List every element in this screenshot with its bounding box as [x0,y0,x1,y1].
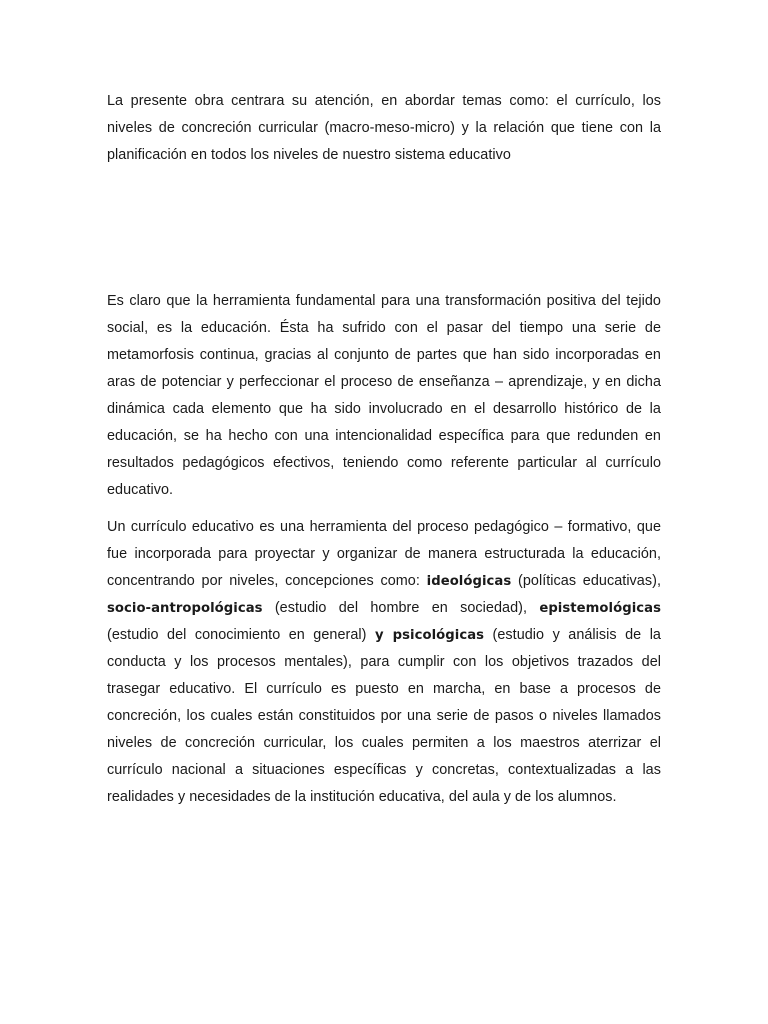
text-segment: (políticas educativas), [511,573,661,589]
paragraph-education: Es claro que la herramienta fundamental para una transformación positiva del tejido social, es la educación. Ésta ha sufrido con el pasar del tiempo una serie de metamorfosis continua, gracias al conjunto de partes que han sido incorporadas en aras de potenciar y perfeccionar el proceso de enseñanza – aprendizaje, y en dicha dinámica cada elemento que ha sido involucrado en el desarrollo histórico de la educación, se ha hecho con una intencionalidad específica para que redunden en resultados pedagógicos efectivos, teniendo como referente particular al currículo educativo. [107,293,661,498]
text-segment: (estudio del hombre en sociedad), [262,600,540,616]
bold-term-psicologicas: y psicológicas [374,628,485,643]
bold-term-socio-antropologicas: socio-antropológicas [107,601,263,616]
paragraph-curriculum [107,514,661,811]
paragraph-intro: La presente obra centrara su atención, en abordar temas como: el currículo, los niveles de concreción curricular (macro-meso-micro) y la relación que tiene con la planificación en todos los niveles de nuestro sistema educativo [107,93,661,163]
bold-term-ideologicas: ideológicas [426,574,512,589]
text-segment: Un currículo educativo es una herramienta del proceso pedagógico – formativo, que fue incorporada para proyectar y organizar de manera estructurada la educación, concentrando por niveles, concepciones como: [107,519,661,589]
bold-term-epistemologicas: epistemológicas [539,601,661,616]
text-segment: (estudio y análisis de la conducta y los procesos mentales), para cumplir con los objetivos trazados del trasegar educativo. El currículo es puesto en marcha, en base a procesos de concreción, los cuales están constituidos por una serie de pasos o niveles llamados niveles de concreción curricular, los cuales permiten a los maestros aterrizar el currículo nacional a situaciones específicas y concretas, contextualizadas a las realidades y necesidades de la institución educativa, del aula y de los alumnos. [107,627,661,805]
text-segment: (estudio del conocimiento en general) [107,627,375,643]
